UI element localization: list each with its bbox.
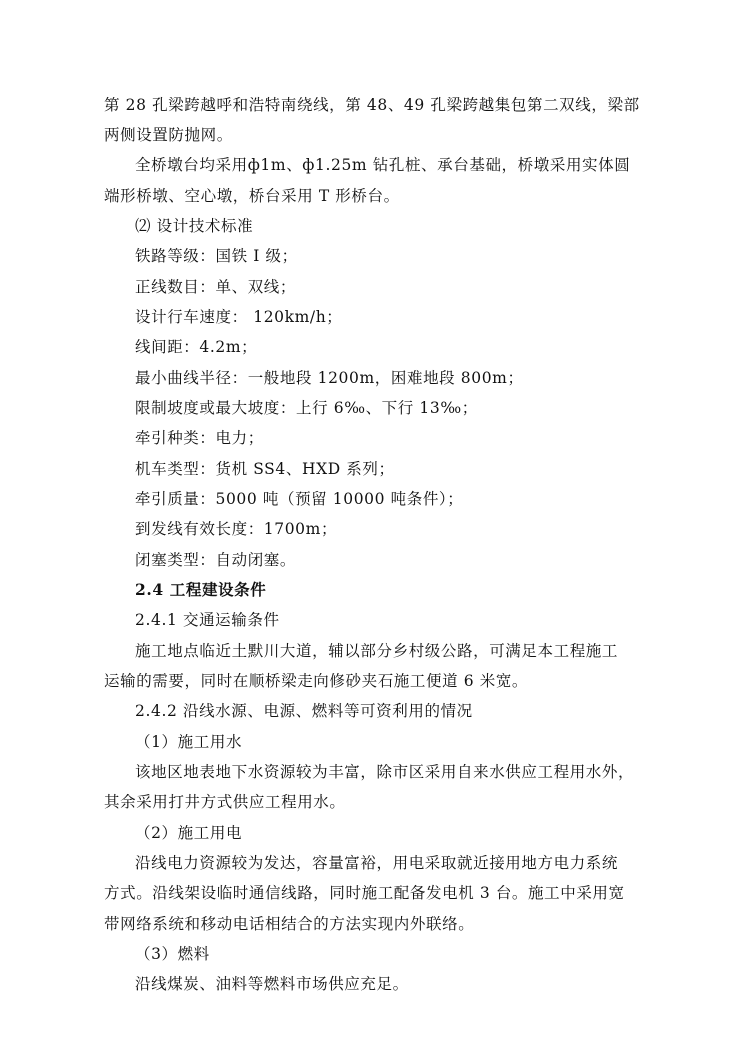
paragraph-line: 第 28 孔梁跨越呼和浩特南绕线，第 48、49 孔梁跨越集包第二双线，梁部 — [104, 96, 640, 114]
standard-item: 设计行车速度： 120km/h； — [135, 308, 343, 326]
paragraph-line: 带网络系统和移动电话相结合的方法实现内外联络。 — [104, 915, 475, 933]
paragraph-line: 施工地点临近土默川大道，辅以部分乡村级公路，可满足本工程施工 — [135, 642, 619, 660]
paragraph-line: 其余采用打井方式供应工程用水。 — [104, 793, 346, 811]
standard-item: 正线数目：单、双线； — [135, 278, 297, 296]
item-heading: （3）燃料 — [135, 945, 210, 963]
subsection-heading: ⑵ 设计技术标准 — [135, 217, 254, 235]
paragraph-line: 端形桥墩、空心墩，桥台采用 T 形桥台。 — [104, 187, 400, 205]
standard-item: 铁路等级：国铁 I 级； — [135, 247, 298, 265]
standard-item: 限制坡度或最大坡度：上行 6‰、下行 13‰； — [135, 399, 478, 417]
standard-item: 闭塞类型：自动闭塞。 — [135, 551, 297, 569]
paragraph-line: 该地区地表地下水资源较为丰富，除市区采用自来水供应工程用水外， — [135, 763, 635, 781]
item-heading: （1）施工用水 — [135, 733, 243, 751]
subsection-heading: 2.4.1 交通运输条件 — [135, 611, 280, 629]
standard-item: 最小曲线半径：一般地段 1200m，困难地段 800m； — [135, 369, 524, 387]
paragraph-line: 沿线煤炭、油料等燃料市场供应充足。 — [135, 975, 409, 993]
standard-item: 线间距：4.2m； — [135, 338, 258, 356]
paragraph-line: 沿线电力资源较为发达，容量富裕，用电采取就近接用地方电力系统 — [135, 854, 619, 872]
standard-item: 牵引种类：电力； — [135, 429, 264, 447]
section-heading: 2.4 工程建设条件 — [135, 580, 267, 599]
standard-item: 牵引质量：5000 吨（预留 10000 吨条件）； — [135, 490, 464, 508]
standard-item: 机车类型：货机 SS4、HXD 系列； — [135, 460, 395, 478]
paragraph-line: 方式。沿线架设临时通信线路，同时施工配备发电机 3 台。施工中采用宽 — [104, 884, 625, 902]
paragraph-line: 两侧设置防抛网。 — [104, 126, 233, 144]
paragraph-line: 全桥墩台均采用ф1m、ф1.25m 钻孔桩、承台基础，桥墩采用实体圆 — [135, 156, 631, 174]
item-heading: （2）施工用电 — [135, 824, 243, 842]
standard-item: 到发线有效长度：1700m； — [135, 520, 338, 538]
paragraph-line: 运输的需要，同时在顺桥梁走向修砂夹石施工便道 6 米宽。 — [104, 672, 529, 690]
subsection-heading: 2.4.2 沿线水源、电源、燃料等可资利用的情况 — [135, 702, 473, 720]
